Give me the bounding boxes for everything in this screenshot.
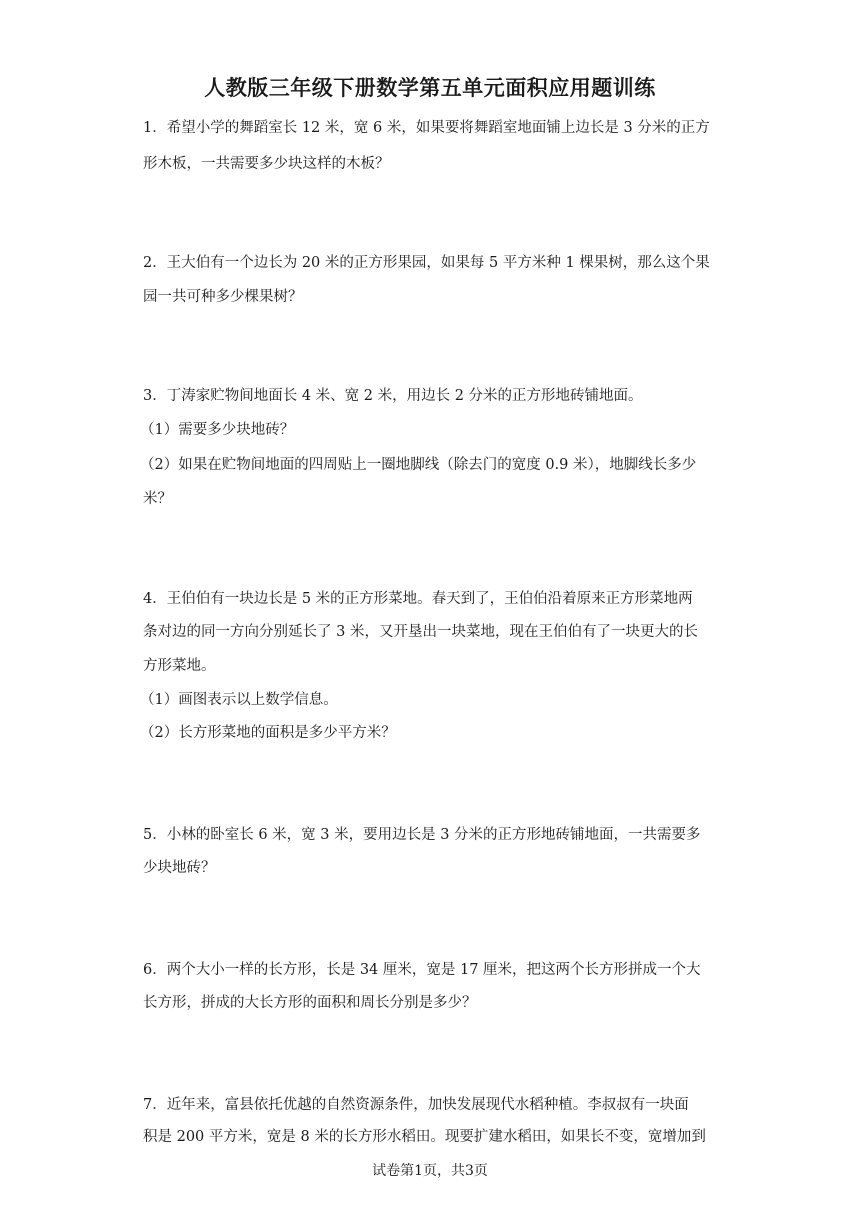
question-4-sub-1: （1）画图表示以上数学信息。 [140,692,338,708]
question-2-line-1: 2．王大伯有一个边长为 20 米的正方形果园，如果每 5 平方米种 1 棵果树，那么这个果 [143,255,710,271]
question-4-line-1: 4．王伯伯有一块边长是 5 米的正方形菜地。春天到了，王伯伯沿着原来正方形菜地两 [143,591,693,607]
question-4-line-3: 方形菜地。 [143,658,216,674]
question-7-line-2: 积是 200 平方米，宽是 8 米的长方形水稻田。现要扩建水稻田，如果长不变，宽增加到 [143,1129,706,1145]
question-7-line-1: 7．近年来，富县依托优越的自然资源条件，加快发展现代水稻种植。李叔叔有一块面 [143,1097,689,1113]
question-3-line-1: 3．丁涛家贮物间地面长 4 米、宽 2 米，用边长 2 分米的正方形地砖铺地面。 [143,388,643,404]
question-6-line-2: 长方形，拼成的大长方形的面积和周长分别是多少？ [143,995,477,1011]
page-footer: 试卷第1页，共3页 [372,1163,488,1179]
question-5-line-1: 5．小林的卧室长 6 米，宽 3 米，要用边长是 3 分米的正方形地砖铺地面，一共需要多 [143,827,701,843]
question-3-sub-2-cont: 米？ [143,491,172,507]
question-3-sub-2: （2）如果在贮物间地面的四周贴上一圈地脚线（除去门的宽度 0.9 米），地脚线长多少 [140,457,697,473]
question-1-line-2: 形木板，一共需要多少块这样的木板？ [143,156,390,172]
question-2-line-2: 园一共可种多少棵果树？ [143,289,303,305]
page-title: 人教版三年级下册数学第五单元面积应用题训练 [204,76,656,100]
question-3-sub-1: （1）需要多少块地砖？ [140,422,295,438]
question-1-line-1: 1．希望小学的舞蹈室长 12 米，宽 6 米，如果要将舞蹈室地面铺上边长是 3 分米的正方 [143,120,710,136]
question-6-line-1: 6．两个大小一样的长方形，长是 34 厘米，宽是 17 厘米，把这两个长方形拼成一个大 [143,962,701,978]
question-4-sub-2: （2）长方形菜地的面积是多少平方米？ [140,725,396,741]
question-4-line-2: 条对边的同一方向分别延长了 3 米，又开垦出一块菜地，现在王伯伯有了一块更大的长 [143,624,698,640]
question-5-line-2: 少块地砖？ [143,860,216,876]
